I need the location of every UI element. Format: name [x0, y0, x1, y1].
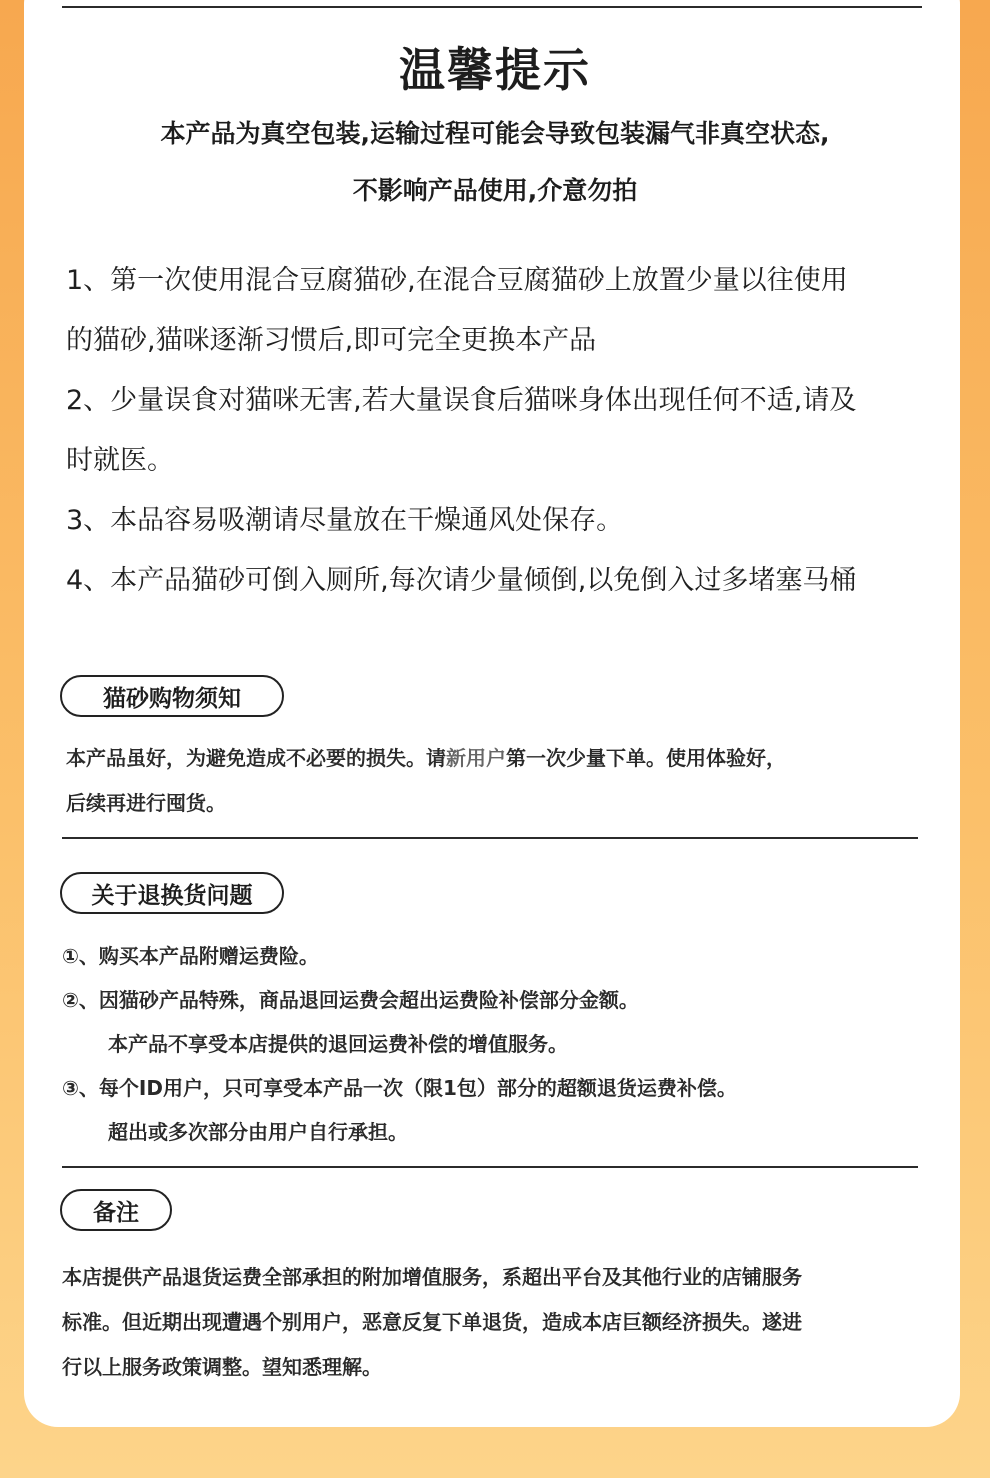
section-divider	[62, 837, 918, 839]
shopping-line-2: 后续再进行囤货。	[66, 791, 226, 815]
tip-line: 1、第一次使用混合豆腐猫砂,在混合豆腐猫砂上放置少量以往使用	[66, 265, 848, 296]
top-divider	[62, 6, 922, 8]
shopping-heading: 猫砂购物须知	[103, 685, 241, 712]
tip-line: 3、本品容易吸潮请尽量放在干燥通风处保存。	[66, 505, 624, 536]
remarks-line: 标准。但近期出现遭遇个别用户，恶意反复下单退货，造成本店巨额经济损失。遂进	[62, 1310, 802, 1334]
tip-line: 时就医。	[66, 445, 174, 476]
shopping-heading-pill	[60, 675, 284, 717]
remarks-line: 本店提供产品退货运费全部承担的附加增值服务，系超出平台及其他行业的店铺服务	[62, 1265, 802, 1289]
returns-heading-pill	[60, 872, 284, 914]
tip-line: 的猫砂,猫咪逐渐习惯后,即可完全更换本产品	[66, 325, 597, 356]
returns-line: ①、购买本产品附赠运费险。	[62, 944, 319, 968]
returns-line: ②、因猫砂产品特殊，商品退回运费会超出运费险补偿部分金额。	[62, 988, 639, 1012]
returns-line: ③、每个ID用户，只可享受本产品一次（限1包）部分的超额退货运费补偿。	[62, 1076, 737, 1100]
tip-line: 4、本产品猫砂可倒入厕所,每次请少量倾倒,以免倒入过多堵塞马桶	[66, 565, 857, 596]
notice-line-2: 不影响产品使用,介意勿拍	[352, 176, 638, 205]
notice-line-1: 本产品为真空包装,运输过程可能会导致包装漏气非真空状态,	[160, 119, 830, 148]
remarks-heading-pill	[60, 1189, 172, 1231]
returns-line: 本产品不享受本店提供的退回运费补偿的增值服务。	[108, 1032, 568, 1056]
remarks-heading: 备注	[93, 1199, 139, 1226]
returns-heading: 关于退换货问题	[91, 882, 253, 909]
shopping-line-1	[66, 742, 786, 771]
shopping-text-a: 本产品虽好，为避免造成不必要的损失。请	[66, 746, 446, 770]
tip-line: 2、少量误食对猫咪无害,若大量误食后猫咪身体出现任何不适,请及	[66, 385, 857, 416]
remarks-line: 行以上服务政策调整。望知悉理解。	[62, 1355, 382, 1379]
section-divider	[62, 1166, 918, 1168]
page-title: 温馨提示	[399, 43, 591, 97]
shopping-text-new-user: 新用户	[446, 746, 506, 770]
returns-line: 超出或多次部分由用户自行承担。	[108, 1120, 408, 1144]
shopping-text-c: 第一次少量下单。使用体验好，	[506, 746, 786, 770]
